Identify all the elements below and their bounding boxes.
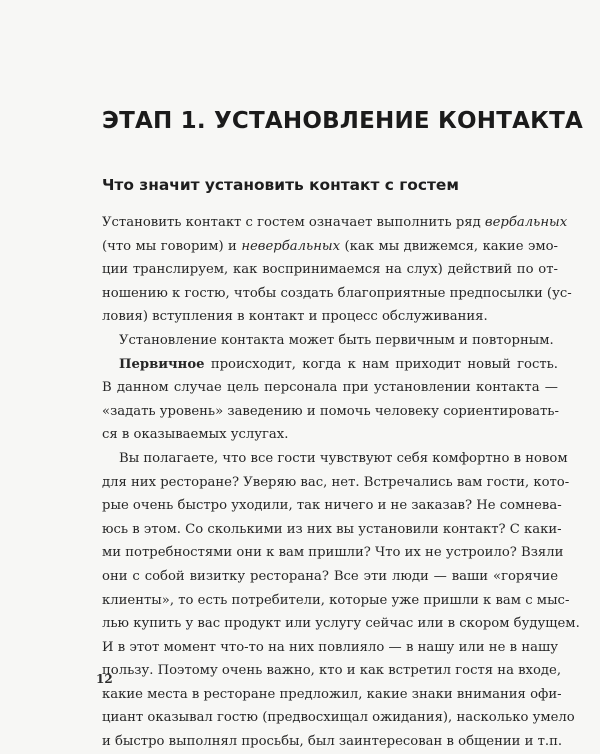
text-line: ношению к гостю, чтобы создать благоприятные предпосылки (ус- bbox=[102, 285, 572, 301]
text-line: ми потребностями они к вам пришли? Что их не устроило? Взяли bbox=[102, 545, 564, 561]
text-line: ции транслируем, как воспринимаемся на слух) действий по от- bbox=[102, 262, 558, 278]
term-primary: Первичное bbox=[119, 356, 205, 372]
text-line: лью купить у вас продукт или услугу сейчас или в скором будущем. bbox=[102, 616, 580, 632]
emphasis-nonverbal: невербальных bbox=[241, 238, 341, 254]
text-line: И в этот момент что-то на них повлияло — в нашу или не в нашу bbox=[102, 639, 558, 655]
chapter-title: ЭТАП 1. УСТАНОВЛЕНИЕ КОНТАКТА bbox=[102, 108, 584, 134]
text-line: какие места в ресторане предложил, какие знаки внимания офи- bbox=[102, 686, 562, 702]
text-line: Установить контакт с гостем означает выполнить ряд вербальных bbox=[102, 215, 568, 230]
emphasis-verbal: вербальных bbox=[484, 215, 568, 230]
text-line: пользу. Поэтому очень важно, кто и как встретил гостя на входе, bbox=[102, 663, 562, 679]
section-heading: Что значит установить контакт с гостем bbox=[102, 176, 459, 194]
text-line: «задать уровень» заведению и помочь человеку сориентировать- bbox=[102, 403, 559, 419]
text-line: для них ресторане? Уверяю вас, нет. Встречались вам гости, кото- bbox=[102, 474, 570, 490]
body-text bbox=[102, 211, 580, 754]
text-line: они с собой визитку ресторана? Все эти люди — ваши «горячие bbox=[102, 568, 558, 584]
text-line: ся в оказываемых услугах. bbox=[102, 427, 289, 443]
text-line: и быстро выполнял просьбы, был заинтересован в общении и т.п. bbox=[102, 734, 563, 750]
text-line: циант оказывал гостю (предвосхищал ожидания), насколько умело bbox=[102, 710, 575, 726]
text-line: (что мы говорим) и невербальных (как мы движемся, какие эмо- bbox=[102, 238, 558, 254]
text-line: Первичное происходит, когда к нам приходит новый гость. bbox=[119, 356, 558, 372]
text-line: Вы полагаете, что все гости чувствуют себя комфортно в новом bbox=[119, 450, 568, 466]
text-line: Установление контакта может быть первичным и повторным. bbox=[119, 332, 554, 348]
text-line: клиенты», то есть потребители, которые уже пришли к вам с мыс- bbox=[102, 592, 570, 608]
text-line: ловия) вступления в контакт и процесс обслуживания. bbox=[102, 309, 488, 325]
page-number: 12 bbox=[96, 672, 113, 686]
text-line: юсь в этом. Со сколькими из них вы установили контакт? С каки- bbox=[102, 521, 562, 537]
text-line: В данном случае цель персонала при установлении контакта — bbox=[102, 380, 558, 396]
text-line: рые очень быстро уходили, так ничего и не заказав? Не сомнева- bbox=[102, 498, 562, 514]
